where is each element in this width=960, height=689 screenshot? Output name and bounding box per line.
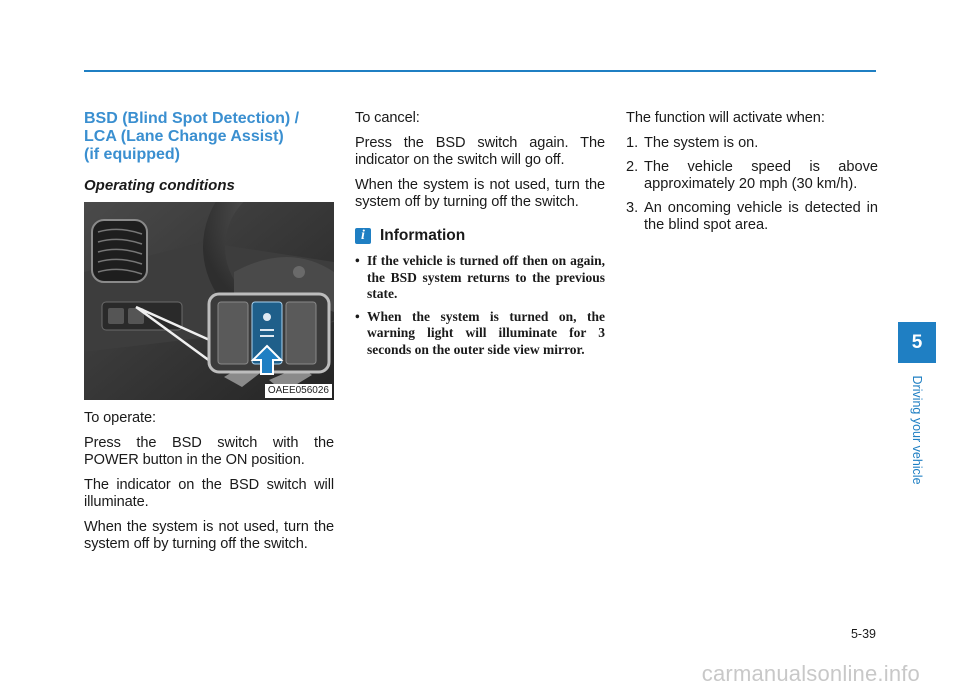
- information-bullet-1: • If the vehicle is turned off then on again, the BSD system returns to the previous state.: [355, 253, 605, 303]
- activation-step-1: [626, 135, 878, 152]
- watermark[interactable]: carmanualsonline.info: [701, 661, 920, 686]
- information-list: [355, 253, 605, 358]
- top-rule: [84, 70, 876, 72]
- information-header: [355, 227, 605, 245]
- dashboard-illustration: [84, 202, 334, 400]
- cancel-paragraph-2: When the system is not used, turn the system off by turning off the switch.: [355, 177, 605, 210]
- information-bullet-2: • When the system is turned on, the warning light will illuminate for 3 seconds on the outer side view mirror.: [355, 309, 605, 359]
- step-text: The system is on.: [644, 135, 759, 151]
- section-title: [84, 110, 334, 164]
- chapter-tab[interactable]: 5: [898, 322, 936, 363]
- operate-paragraph-3: When the system is not used, turn the system off by turning off the switch.: [84, 519, 334, 552]
- section-title-line-2: LCA (Lane Change Assist): [84, 128, 284, 145]
- step-text: An oncoming vehicle is detected in the blind spot area.: [644, 200, 878, 233]
- operate-paragraph-1: Press the BSD switch with the POWER button in the ON position.: [84, 435, 334, 468]
- step-number: 3.: [626, 200, 639, 216]
- step-number: 2.: [626, 159, 639, 175]
- chapter-label: Driving your vehicle: [910, 375, 924, 485]
- cancel-heading: To cancel:: [355, 110, 420, 126]
- information-title: Information: [380, 227, 466, 244]
- dashboard-figure: [84, 202, 334, 400]
- activation-step-2: [626, 159, 878, 193]
- operating-conditions-heading: Operating conditions: [84, 177, 235, 194]
- cancel-paragraph-1: Press the BSD switch again. The indicator on the switch will go off.: [355, 135, 605, 168]
- operate-heading: To operate:: [84, 410, 156, 426]
- step-text: The vehicle speed is above approximately 20 mph (30 km/h).: [644, 159, 878, 192]
- section-title-line-1: BSD (Blind Spot Detection) /: [84, 110, 300, 127]
- column-middle: [355, 110, 605, 364]
- section-title-line-3: (if equipped): [84, 146, 180, 163]
- bsd-switch-inset: [209, 294, 329, 374]
- information-icon: i: [355, 228, 371, 244]
- activation-steps: [626, 135, 878, 234]
- activation-step-3: [626, 200, 878, 234]
- column-left: [84, 110, 334, 561]
- step-number: 1.: [626, 135, 639, 151]
- column-right: [626, 110, 878, 241]
- air-vent: [92, 220, 147, 282]
- activate-heading: The function will activate when:: [626, 110, 825, 126]
- figure-code: OAEE056026: [265, 384, 332, 398]
- page-number: 5-39: [850, 627, 876, 641]
- operate-paragraph-2: The indicator on the BSD switch will illuminate.: [84, 477, 334, 510]
